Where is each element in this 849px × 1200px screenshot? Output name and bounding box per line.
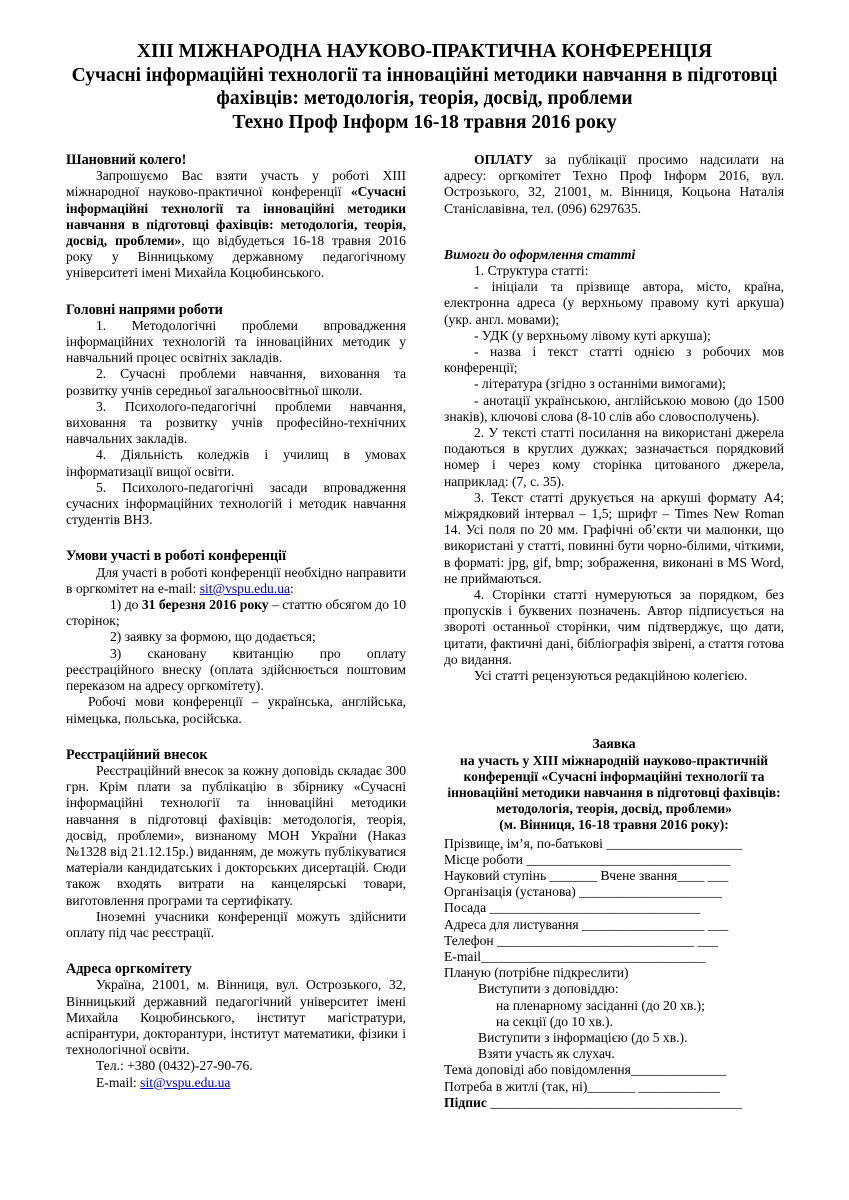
- form-field-position[interactable]: Посада _______________________________: [444, 900, 701, 916]
- deadline-date: 31 березня 2016 року: [141, 597, 269, 613]
- form-field-email[interactable]: E-mail_________________________________: [444, 948, 706, 964]
- conditions-email-link[interactable]: sit@vspu.edu.ua: [199, 580, 291, 596]
- form-option-listener[interactable]: Взяти участь як слухач.: [478, 1046, 615, 1062]
- condition-item-3: 3) скановану квитанцію про оплату реєстраційного внеску (оплата здійснюється поштовим переказом на адресу оргкомітету).: [66, 645, 406, 694]
- conference-theme-line-1: Сучасні інформаційні технології та інноваційні методики навчання в підготовці: [71, 64, 778, 86]
- address-phone: Тел.: +380 (0432)-27-90-76.: [96, 1058, 253, 1074]
- form-field-topic[interactable]: Тема доповіді або повідомлення______________: [444, 1062, 727, 1078]
- invite-conference-name: «Сучасні інформаційні технології та інноваційні методики навчання в підготовці фахівців: методологія, теорія, досвід, проблеми»: [66, 184, 406, 249]
- form-field-mail-address[interactable]: Адреса для листування __________________ ___: [444, 916, 729, 932]
- conference-dates: Техно Проф Інформ 16-18 травня 2016 року: [232, 111, 617, 133]
- review-note: Усі статті рецензуються редакційною колегією.: [474, 668, 748, 684]
- form-title-line: (м. Вінниця, 16-18 травня 2016 року):: [499, 817, 729, 833]
- fee-title: Реєстраційний внесок: [66, 746, 208, 763]
- requirement-item-2: 2. У тексті статті посилання на використані джерела подаються в круглих дужках; зазначається порядковий номер і через кому сторінка цитованого джерела, наприклад: (7, с. 35).: [444, 425, 784, 489]
- requirements-title: Вимоги до оформлення статті: [444, 246, 636, 262]
- form-title-line: Заявка: [592, 736, 636, 752]
- form-title-line: конференції «Сучасні інформаційні технології та: [463, 768, 765, 784]
- conditions-intro-end: :: [290, 580, 294, 596]
- requirement-item-3: 3. Текст статті друкується на аркуші формату А4; міжрядковий інтервал – 1,5; шрифт – Times New Roman 14. Усі поля по 20 мм. Графічні об’єкти чи малюнки, що використані у статті, повинні бути чорно-білими, чіткими, в форматі: jpg, gif, bmp; зображення, виконані в MS Word, не приймаються.: [444, 489, 784, 586]
- form-field-housing[interactable]: Потреба в житлі (так, ні)_______ ____________: [444, 1078, 720, 1094]
- address-email-link[interactable]: sit@vspu.edu.ua: [140, 1074, 231, 1090]
- condition-item-2: 2) заявку за формою, що додається;: [110, 629, 316, 645]
- form-option-section[interactable]: на секції (до 10 хв.).: [496, 1013, 613, 1029]
- form-field-organization[interactable]: Організація (установа) _____________________: [444, 884, 722, 900]
- form-field-full-name[interactable]: Прізвище, ім’я, по-батькові ____________________: [444, 835, 743, 851]
- conference-theme-line-2: фахівців: методологія, теорія, досвід, проблеми: [216, 88, 633, 109]
- form-title-line: інноваційні методики навчання в підготовці фахівців:: [447, 784, 781, 800]
- address-title: Адреса оргкомітету: [66, 961, 192, 978]
- form-field-workplace[interactable]: Місце роботи ______________________________: [444, 851, 731, 867]
- fee-foreign: Іноземні учасники конференції можуть здійснити оплату під час реєстрації.: [66, 908, 406, 940]
- direction-item: 5. Психолого-педагогічні засади впровадження сучасних інформаційних технологій і методик навчання студентів ВНЗ.: [66, 479, 406, 528]
- signature-line: _____________________________________: [486, 1094, 742, 1110]
- conference-title: ХІІІ МІЖНАРОДНА НАУКОВО-ПРАКТИЧНА КОНФЕРЕНЦІЯ: [136, 41, 713, 62]
- direction-item: 4. Діяльність коледжів і училищ в умовах інформатизації вищої освіти.: [66, 447, 406, 479]
- form-title-line: методологія, теорія, досвід, проблеми»: [496, 801, 732, 817]
- requirement-item-4: 4. Сторінки статті нумеруються за порядком, без пропусків і буквених позначень. Автор підписується на звороті останньої сторінки, чим підтверджує, що дати, цитати, фактичні дані, бібліографія звірені, а стаття готова до видання.: [444, 587, 784, 667]
- payment-label: ОПЛАТУ: [474, 152, 533, 167]
- application-form-title: [444, 736, 784, 833]
- structure-item: - ініціали та прізвище автора, місто, країна, електронна адреса (у верхньому правому куті аркуша) (укр. англ. мовами);: [444, 279, 784, 327]
- direction-item: 3. Психолого-педагогічні проблеми навчання, виховання та розвитку учнів професійно-технічних навчальних закладів.: [66, 398, 406, 447]
- address-text: Україна, 21001, м. Вінниця, вул. Острозького, 32, Вінницький державний педагогічний університет імені Михайла Коцюбинського, інститут магістратури, аспірантури, докторантури, інститут математики, фізики і технологічної освіти.: [66, 977, 406, 1058]
- requirements-structure-title: 1. Структура статті:: [474, 263, 589, 279]
- structure-item: - назва і текст статті однією з робочих мов конференції;: [444, 344, 784, 376]
- structure-item: - анотації українською, англійською мовою (до 1500 знаків), ключові слова (8-10 слів або словосполучень).: [444, 392, 784, 424]
- signature-label: Підпис: [444, 1094, 487, 1110]
- form-plan-label: Планую (потрібне підкреслити): [444, 965, 629, 981]
- conditions-intro-text: Для участі в роботі конференції необхідно направити в оргкомітет на e-mail:: [66, 564, 406, 596]
- form-field-degree-title[interactable]: Науковий ступінь _______ Вчене звання____ ___: [444, 867, 729, 883]
- invite-title: Шановний колего!: [66, 152, 187, 168]
- invite-text-start: Запрошуємо Вас взяти участь у роботі ХІІІ міжнародної науково-практичної конференції: [66, 168, 406, 200]
- directions-title: Головні напрями роботи: [66, 301, 223, 318]
- form-field-phone[interactable]: Телефон _____________________________ ___: [444, 932, 718, 948]
- address-email: [66, 1075, 406, 1091]
- form-option-info[interactable]: Виступити з інформацією (до 5 хв.).: [478, 1029, 688, 1045]
- conditions-title: Умови участі в роботі конференції: [66, 548, 287, 565]
- invite-text: [66, 168, 406, 281]
- address-email-label: E-mail:: [96, 1074, 141, 1090]
- form-title-line: на участь у ХІІІ міжнародній науково-практичній: [459, 752, 769, 768]
- working-languages: Робочі мови конференції – українська, англійська, німецька, польська, російська.: [66, 694, 406, 726]
- fee-text: Реєстраційний внесок за кожну доповідь складає 300 грн. Крім плати за публікацію в збірнику «Сучасні інформаційні технології та інноваційні методики навчання в підготовці фахівців: методологія, теорія, досвід, проблеми», визнаному МОН України (Наказ №1328 від 21.12.15р.) виданням, де можуть публікуватися матеріали кандидатських і докторських дисертацій. Сюди також входять витрати на канцелярські товари, виготовлення програми та сертифікату.: [66, 762, 406, 908]
- payment-details: за публікації просимо надсилати на адресу: оргкомітет Техно Проф Інформ 2016, вул. Острозького, 32, 21001, м. Вінниця, Коцьона Наталія Станіславівна, тел. (096) 6297635.: [444, 152, 784, 216]
- form-field-signature[interactable]: [444, 1095, 784, 1111]
- direction-item: 2. Сучасні проблеми навчання, виховання та розвитку учнів середньої загальноосвітньої школи.: [66, 366, 406, 398]
- application-form-fields: [444, 836, 784, 1111]
- invite-text-end: , що відбудеться 16-18 травня 2016 року у Вінницькому державному педагогічному університеті імені Михайла Коцюбинського.: [66, 233, 406, 281]
- condition-item-1-post: – статтю обсягом до 10 сторінок;: [66, 597, 406, 629]
- right-column: [444, 152, 784, 1111]
- form-option-plenary[interactable]: на пленарному засіданні (до 20 хв.);: [496, 997, 705, 1013]
- payment-text: [444, 152, 784, 217]
- direction-item: 1. Методологічні проблеми впровадження інформаційних технологій та інноваційних методик у навчальний процес освітніх закладів.: [66, 317, 406, 366]
- structure-item: - література (згідно з останніми вимогами);: [474, 376, 726, 392]
- left-column: [66, 152, 406, 1091]
- structure-item: - УДК (у верхньому лівому куті аркуша);: [474, 327, 711, 343]
- condition-item-1-pre: 1) до: [110, 597, 142, 613]
- condition-item-1: [66, 597, 406, 629]
- conditions-intro: [66, 565, 406, 597]
- conference-header: [40, 40, 809, 134]
- form-option-report[interactable]: Виступити з доповіддю:: [478, 981, 619, 997]
